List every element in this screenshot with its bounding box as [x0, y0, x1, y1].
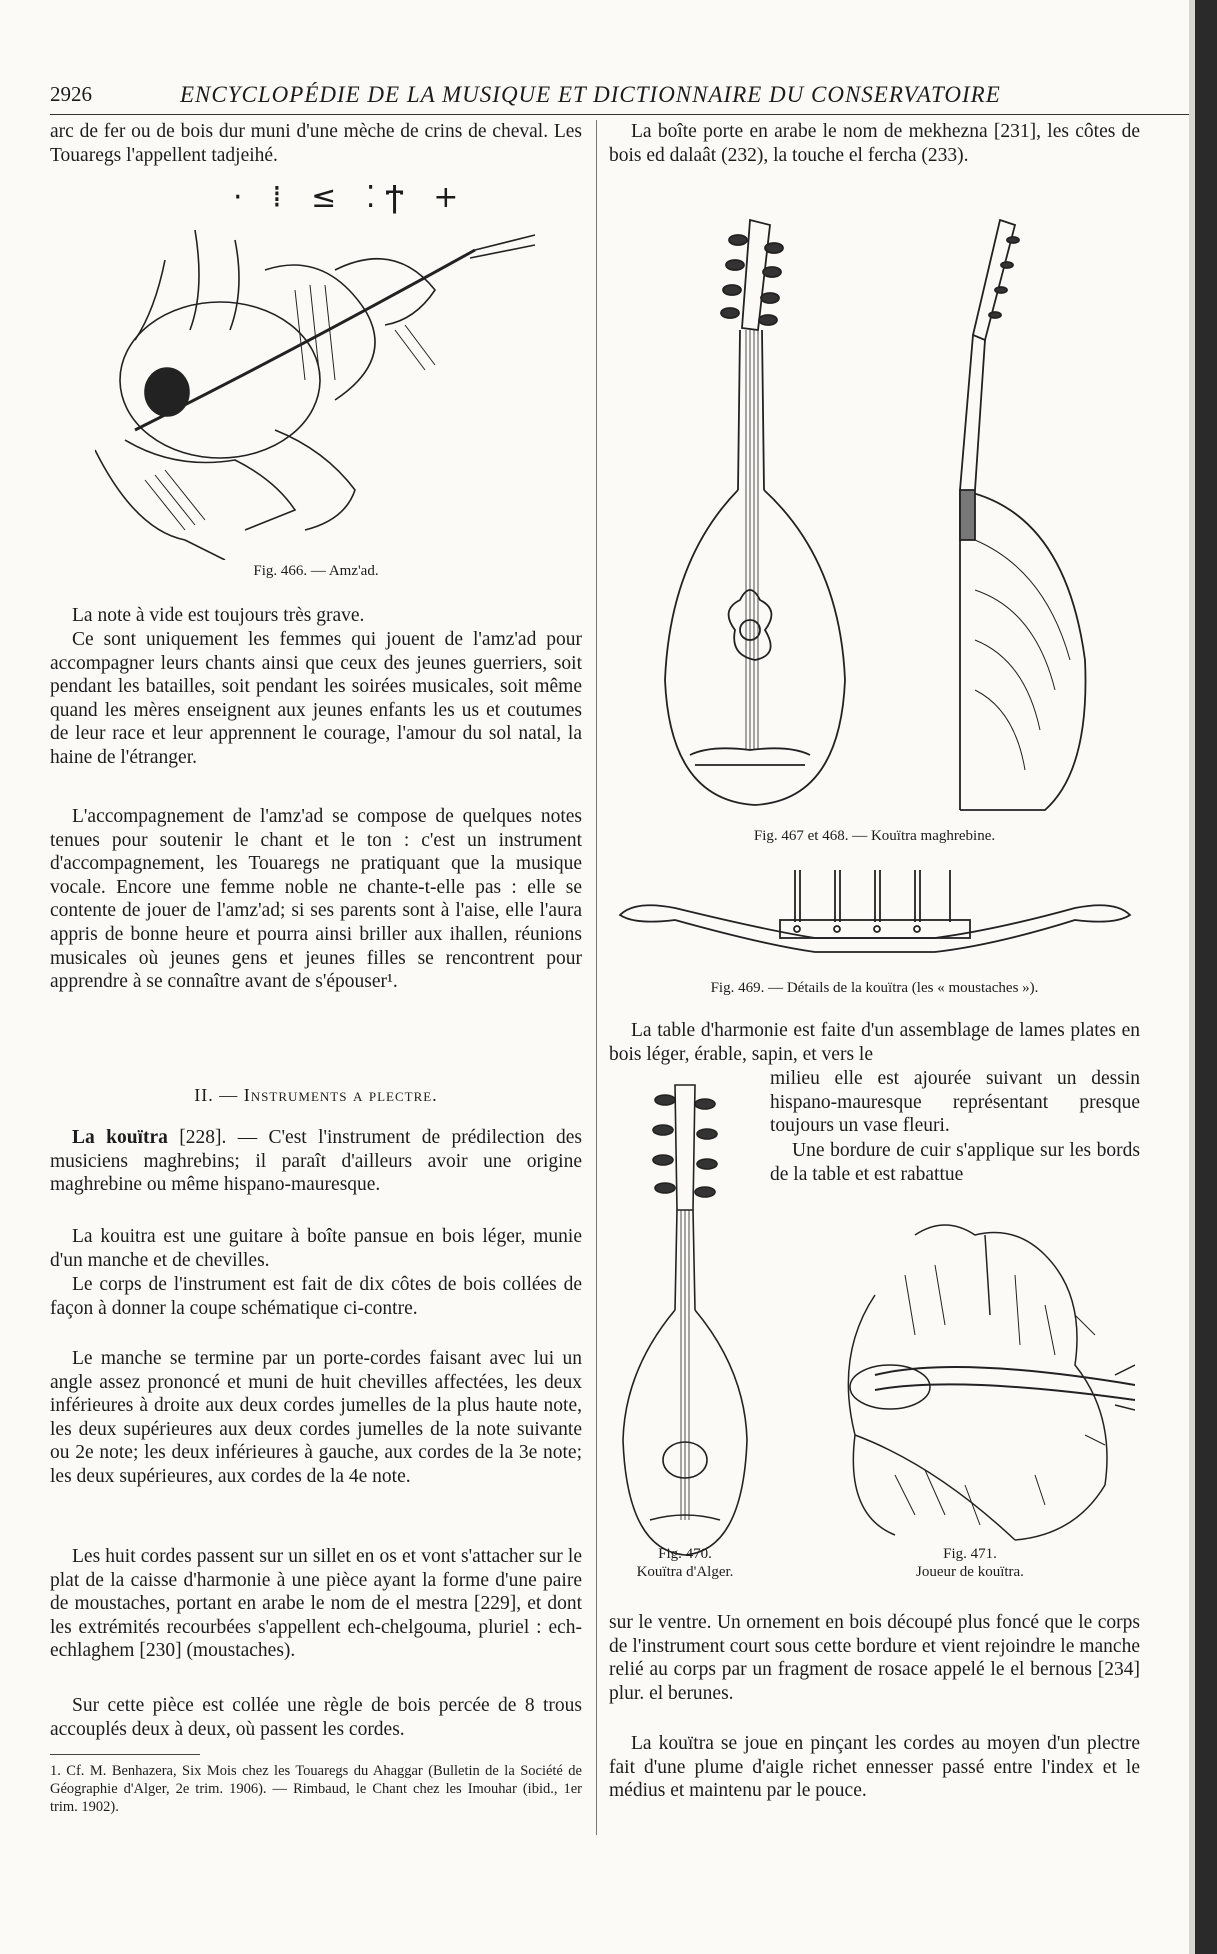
right-para-3: Une bordure de cuir s'applique sur les bords de la table et est rabattue [770, 1140, 1140, 1185]
left-para-7: Le corps de l'instrument est fait de dix côtes de bois collées de façon à donner la coupe schématique ci-contre. [50, 1274, 582, 1319]
footnote-rule [50, 1754, 200, 1755]
left-para-3: Ce sont uniquement les femmes qui jouent de l'amz'ad pour accompagner leurs chants ainsi que ceux des jeunes guerriers, soit pendant les batailles, soit pendant les soirées musicales, soit même quand les mères enseignent aux jeunes enfants les us et coutumes de leur race et leur apprennent le courage, l'amour du sol natal, la haine de l'étranger. [50, 629, 582, 768]
right-para-5: La kouïtra se joue en pinçant les cordes au moyen d'un plectre fait d'une plume d'aigle richet ennesser passé entre l'index et le médius et maintenu par le pouce. [609, 1733, 1140, 1802]
running-title: ENCYCLOPÉDIE DE LA MUSIQUE ET DICTIONNAIRE DU CONSERVATOIRE [180, 82, 1001, 107]
figure-471-kouitra-player [815, 1215, 1135, 1545]
right-para-2b: milieu elle est ajourée suivant un dessin hispano-mauresque représentant presque toujours un vase fleuri. [770, 1068, 1140, 1137]
fig-471-caption: Fig. 471. Joueur de kouïtra. [916, 1546, 1024, 1580]
figure-470-kouitra-alger [615, 1080, 755, 1560]
figure-468-kouitra-side [955, 210, 1105, 820]
page-edge-binding [1195, 0, 1217, 1954]
fig-469-caption: Fig. 469. — Détails de la kouïtra (les « moustaches »). [710, 980, 1039, 996]
left-para-8: Le manche se termine par un porte-cordes faisant avec lui un angle assez prononcé et muni de huit chevilles affectées, les deux inférieures à droite aux deux cordes jumelles de la plus haute note, les deux supérieures aux deux cordes jumelles de la note suivante ou 2e note; les deux inférieures à gauche, aux cordes de la 3e note; les deux supérieures, aux cordes de la 4e note. [50, 1348, 582, 1487]
fig-466-caption: Fig. 466. — Amz'ad. [253, 563, 379, 579]
figure-466-amzad [95, 230, 545, 560]
figure-469-moustaches [615, 860, 1135, 970]
right-para-1: La boîte porte en arabe le nom de mekhezna [231], les côtes de bois ed dalaât (232), la touche el fercha (233). [609, 121, 1140, 166]
footnote: 1. Cf. M. Benhazera, Six Mois chez les Touaregs du Ahaggar (Bulletin de la Société de Géographie d'Alger, 2e trim. 1906). — Rimbaud, le Chant chez les Imouhar (ibid., 1er trim. 1902). [50, 1763, 582, 1815]
figure-467-kouitra-front [650, 210, 860, 820]
page-header [50, 80, 1200, 115]
left-para-5: La kouïtra [228]. — C'est l'instrument de prédilection des musiciens maghrebins; il paraît d'ailleurs avoir une origine maghrebine ou même hispano-mauresque. [50, 1127, 582, 1196]
left-para-2: La note à vide est toujours très grave. [72, 605, 365, 626]
page-number: 2926 [50, 82, 92, 106]
left-para-6: La kouitra est une guitare à boîte pansue en bois léger, munie d'un manche et de chevilles. [50, 1226, 582, 1271]
left-para-4: L'accompagnement de l'amz'ad se compose de quelques notes tenues pour soutenir le chant et le ton : c'est un instrument d'accompagnement, les Touaregs ne pratiquant que la musique vocale. Encore une femme noble ne chante-t-elle pas : elle se contente de jouer de l'amz'ad; si ses parents sont à l'aise, elle l'aura appris de bonne heure et pourra ainsi briller aux ihallen, réunions musicales où jeunes gens et jeunes filles se rencontrent pour apprendre à se connaître avant de s'épouser¹. [50, 806, 582, 993]
fig-467-468-caption: Fig. 467 et 468. — Kouïtra maghrebine. [753, 828, 996, 844]
kouitra-lead: La kouïtra [72, 1127, 168, 1148]
column-divider [596, 120, 597, 1835]
right-para-4: sur le ventre. Un ornement en bois découpé plus foncé que le corps de l'instrument court sous cette bordure et vient rejoindre le manche relié au corps par un fragment de rosace appelé le el bernous [234] plur. el berunes. [609, 1612, 1140, 1704]
left-para-9: Les huit cordes passent sur un sillet en os et vont s'attacher sur le plat de la caisse d'harmonie à une pièce ayant la forme d'une paire de moustaches, portant en arabe le nom de el mestra [229], et dont les extrémités recourbées s'appellent ech-chelgouma, pluriel : ech-echlaghem [230] (moustaches). [50, 1546, 582, 1662]
section-title: II. — Instruments a plectre. [194, 1085, 438, 1105]
left-para-10: Sur cette pièce est collée une règle de bois percée de 8 trous accouplés deux à deux, où passent les cordes. [50, 1695, 582, 1740]
left-para-1: arc de fer ou de bois dur muni d'une mèche de crins de cheval. Les Touaregs l'appellent tadjeihé. [50, 121, 582, 166]
fig-470-caption: Fig. 470. Kouïtra d'Alger. [636, 1546, 734, 1580]
right-para-2a: La table d'harmonie est faite d'un assemblage de lames plates en bois léger, érable, sapin, et vers le [609, 1020, 1140, 1065]
tifinagh-inscription: · ⁞ ≤ ⁚Ϯ + [233, 180, 469, 215]
